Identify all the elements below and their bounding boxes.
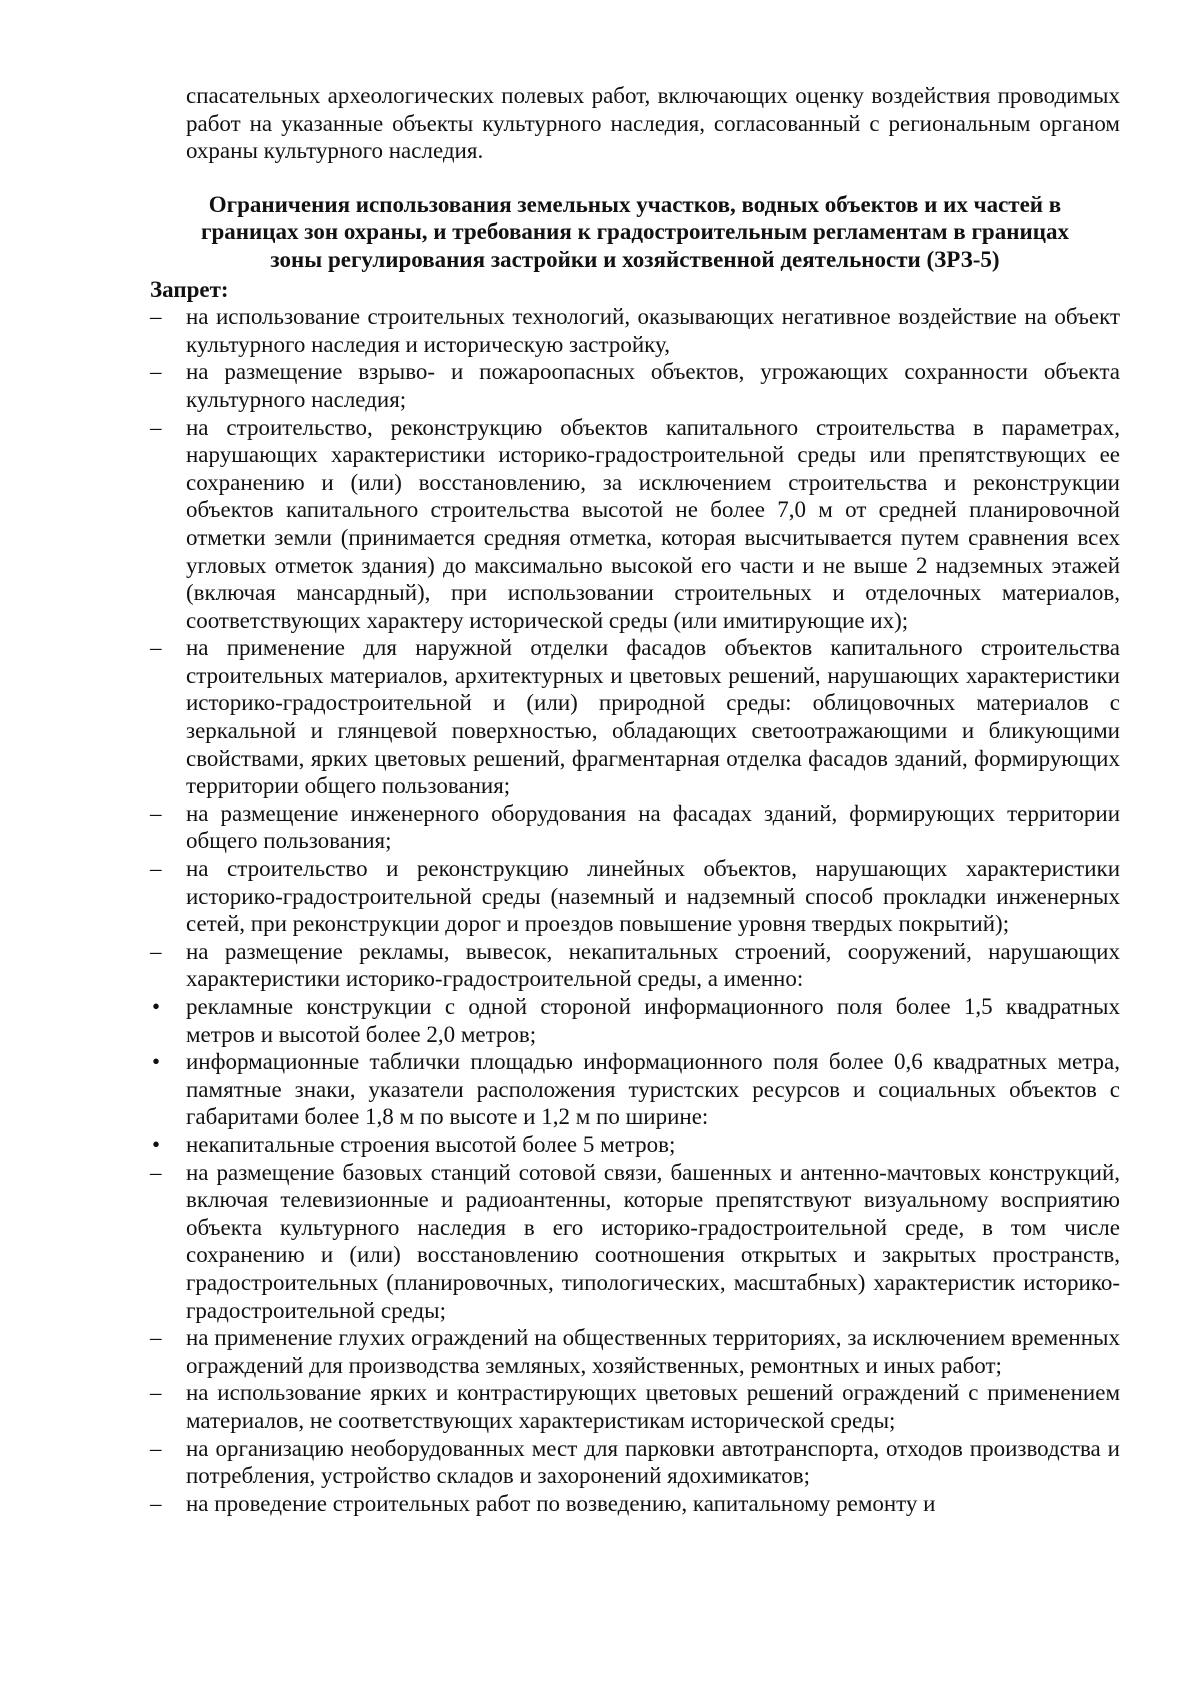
list-item [150, 1159, 1120, 1325]
dash-marker: – [150, 359, 162, 385]
bullet-marker: • [152, 994, 161, 1019]
list-item-text: на размещение рекламы, вывесок, некапитальных строений, сооружений, нарушающих характеристики историко-градостроительной среды, а именно: [186, 938, 1120, 992]
list-item-text: на размещение взрыво- и пожароопасных объектов, угрожающих сохранности объекта культурного наследия; [186, 359, 1120, 412]
section-heading-line-3: зоны регулирования застройки и хозяйственной деятельности (ЗРЗ-5) [270, 246, 1000, 272]
dash-marker: – [150, 1380, 162, 1406]
list-item [150, 1435, 1120, 1490]
list-item-text: на строительство, реконструкцию объектов капитального строительства в параметрах, нарушающих характеристики историко-градостроительной среды или препятствующих ее сохранению и (или) восстановлению, за исключением строительства и реконструкции объектов капитального строительства высотой не более 7,0 м от средней планировочной отметки земли (принимается средняя отметка, которая высчитывается путем сравнения всех угловых отметок здания) до максимально высокой его части и не выше 2 надземных этажей (включая мансардный), при использовании строительных и отделочных материалов, соответствующих характеру исторической среды (или имитирующие их); [186, 414, 1120, 633]
prohibition-label: Запрет: [150, 276, 229, 302]
list-item [150, 1490, 1120, 1518]
list-item [150, 634, 1120, 800]
dash-marker: – [150, 1325, 162, 1351]
list-item [150, 414, 1120, 635]
dash-marker: – [150, 1159, 162, 1185]
dash-marker: – [150, 304, 162, 330]
list-item [150, 938, 1120, 993]
list-item [150, 993, 1120, 1048]
list-item-text: на размещение базовых станций сотовой связи, башенных и антенно-мачтовых конструкций, включая телевизионные и радиоантенны, которые препятствуют визуальному восприятию объекта культурного наследия в его историко-градостроительной среде, в том числе сохранению и (или) восстановлению соотношения открытых и закрытых пространств, градостроительных (планировочных, типологических, масштабных) характеристик историко-градостроительной среды; [186, 1159, 1120, 1323]
bullet-marker: • [152, 1131, 161, 1157]
list-item-text: некапитальные строения высотой более 5 метров; [186, 1131, 676, 1157]
list-item-text: на организацию необорудованных мест для парковки автотранспорта, отходов производства и потребления, устройство складов и захоронений ядохимикатов; [186, 1435, 1120, 1489]
list-item-text: на использование ярких и контрастирующих цветовых решений ограждений с применением материалов, не соответствующих характеристикам исторической среды; [186, 1380, 1120, 1433]
prohibition-list [150, 303, 1120, 1517]
list-item [150, 855, 1120, 938]
dash-marker: – [150, 635, 162, 661]
document-page [150, 82, 1120, 1517]
list-item-text: на применение для наружной отделки фасадов объектов капитального строительства строительных материалов, архитектурных и цветовых решений, нарушающих характеристики историко-градостроительной и (или) природной среды: облицовочных материалов с зеркальной и глянцевой поверхностью, обладающих светоотражающими и бликующими свойствами, ярких цветовых решений, фрагментарная отделка фасадов зданий, формирующих территории общего пользования; [186, 635, 1120, 799]
list-item-text: на размещение инженерного оборудования на фасадах зданий, формирующих территории общего пользования; [186, 800, 1120, 854]
list-item [150, 1131, 1120, 1159]
list-item-text: информационные таблички площадью информационного поля более 0,6 квадратных метра, памятные знаки, указатели расположения туристских ресурсов и социальных объектов с габаритами более 1,8 м по высоте и 1,2 м по ширине: [186, 1049, 1120, 1130]
list-item-text: на проведение строительных работ по возведению, капитальному ремонту и [186, 1490, 936, 1516]
dash-marker: – [150, 1490, 162, 1516]
list-item-text: на применение глухих ограждений на общественных территориях, за исключением временных ограждений для производства земляных, хозяйственных, ремонтных и иных работ; [186, 1325, 1120, 1378]
section-heading-line-2: границах зон охраны, и требования к градостроительным регламентам в границах [201, 219, 1069, 245]
list-item-text: рекламные конструкции с одной стороной информационного поля более 1,5 квадратных метров и высотой более 2,0 метров; [186, 994, 1120, 1047]
list-item-text: на использование строительных технологий, оказывающих негативное воздействие на объект культурного наследия и историческую застройку, [186, 304, 1120, 357]
dash-marker: – [150, 414, 162, 440]
dash-marker: – [150, 856, 162, 882]
list-item [150, 1379, 1120, 1434]
list-item [150, 358, 1120, 413]
section-heading [150, 191, 1120, 274]
bullet-marker: • [152, 1049, 161, 1075]
dash-marker: – [150, 1435, 162, 1461]
list-item [150, 1048, 1120, 1131]
list-item [150, 1324, 1120, 1379]
list-item [150, 800, 1120, 855]
intro-paragraph: спасательных археологических полевых работ, включающих оценку воздействия проводимых работ на указанные объекты культурного наследия, согласованный с региональным органом охраны культурного наследия. [186, 83, 1120, 164]
dash-marker: – [150, 800, 162, 826]
list-item [150, 303, 1120, 358]
section-heading-line-1: Ограничения использования земельных участков, водных объектов и их частей в [208, 191, 1062, 217]
dash-marker: – [150, 938, 162, 964]
list-item-text: на строительство и реконструкцию линейных объектов, нарушающих характеристики историко-градостроительной среды (наземный и надземный способ прокладки инженерных сетей, при реконструкции дорог и проездов повышение уровня твердых покрытий); [186, 856, 1120, 937]
